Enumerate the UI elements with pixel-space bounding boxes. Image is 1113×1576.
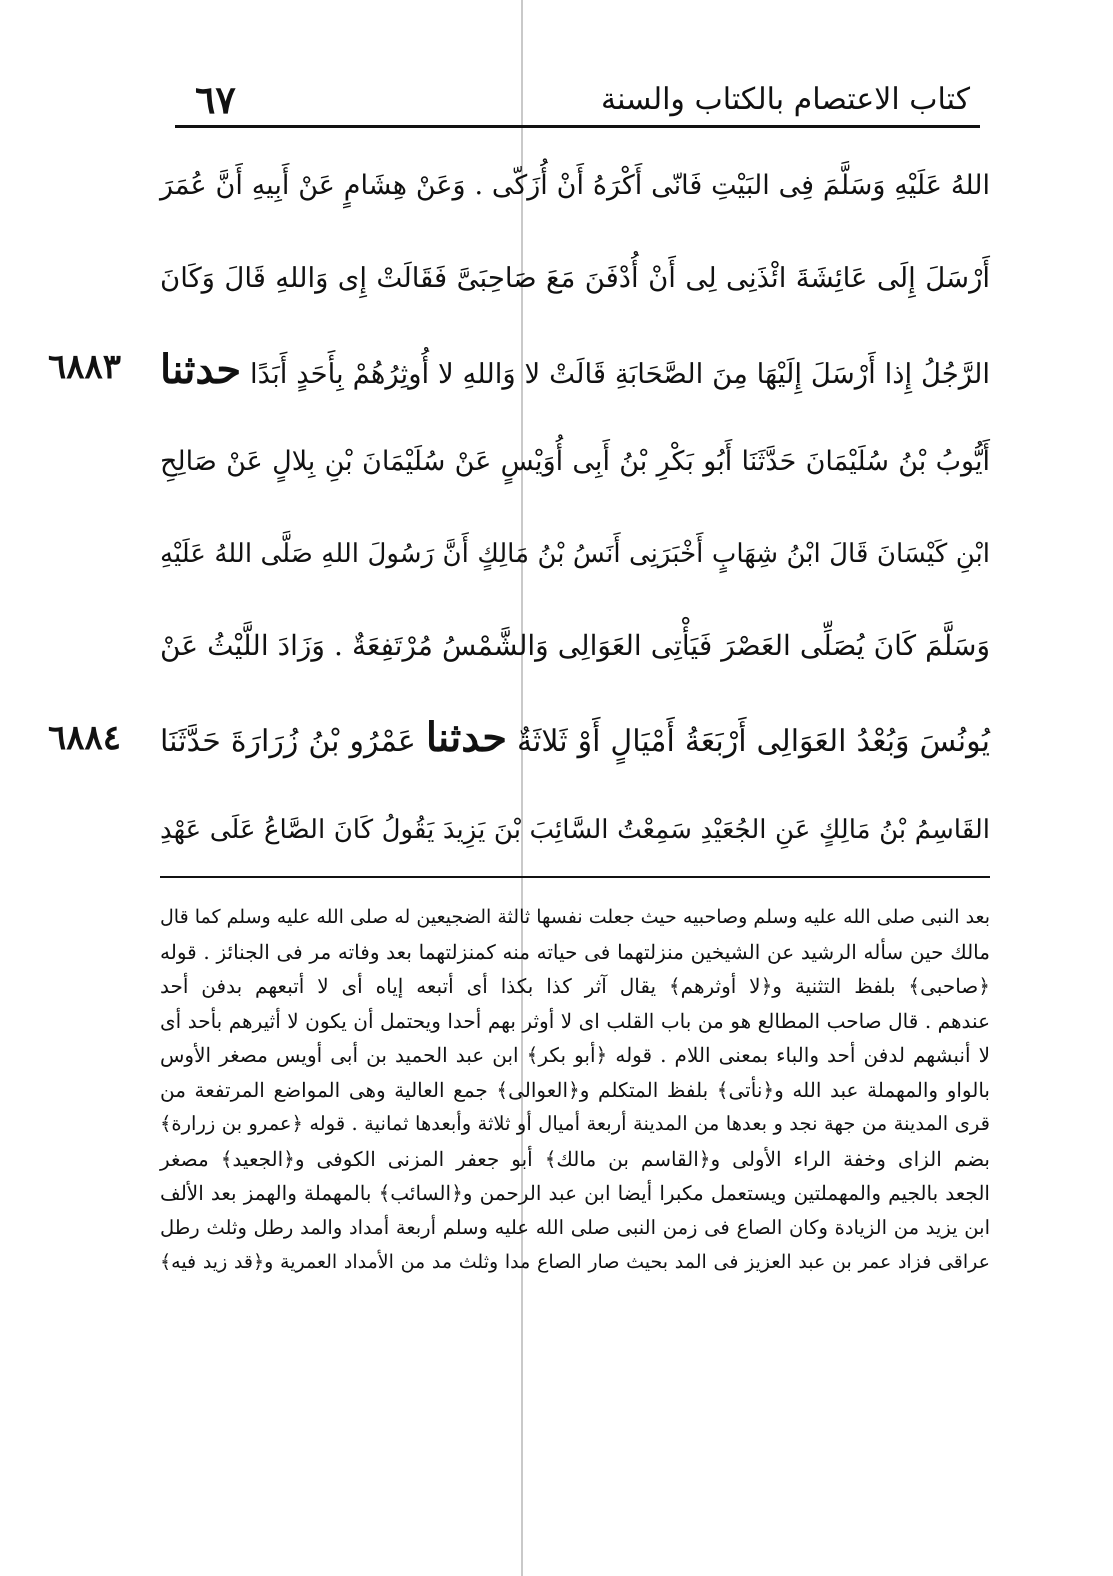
- main-text-line: ابْنِ كَيْسَانَ قَالَ ابْنُ شِهَابٍ أَخْبَرَنِى أَنَسُ بْنُ مَالِكٍ أَنَّ رَسُولَ اللهِ صَلَّى اللهُ عَلَيْهِ: [160, 539, 990, 569]
- footnote-line: مالك حين سأله الرشيد عن الشيخين منزلتهما فى حياته منه كمنزلتهما بعد وفاته مر فى الجنائز . قوله: [160, 939, 990, 964]
- footnote-line: بعد النبى صلى الله عليه وسلم وصاحبيه حيث جعلت نفسها ثالثة الضجيعين له صلى الله عليه وسلم كما قال: [160, 906, 990, 928]
- main-text-segment: الرَّجُلُ إِذا أَرْسَلَ إِلَيْهَا مِنَ الصَّحَابَةِ قَالَتْ لا وَاللهِ لا أُوثِرُهُمْ بِأَحَدٍ أَبَدًا: [250, 358, 990, 390]
- main-text: [160, 140, 990, 876]
- hadith-number: ٦٨٨٣: [48, 347, 122, 387]
- main-text-segment: يُونُسَ وَبُعْدُ العَوَالِى أَرْبَعَةُ أَمْيَالٍ أَوْ ثَلاثَةٌ: [516, 724, 990, 759]
- main-text-line: وَسَلَّمَ كَانَ يُصَلِّى العَصْرَ فَيَأْتِى العَوَالِى وَالشَّمْسُ مُرْتَفِعَةٌ . وَزَادَ اللَّيْثُ عَنْ: [160, 629, 990, 662]
- hadith-marker: حدثنا: [425, 714, 507, 761]
- main-text-line: القَاسِمُ بْنُ مَالِكٍ عَنِ الجُعَيْدِ سَمِعْتُ السَّائِبَ بْنَ يَزِيدَ يَقُولُ كَانَ الصَّاعُ عَلَى عَهْدِ: [160, 815, 990, 845]
- footnote-line: لا أنبشهم لدفن أحد والباء بمعنى اللام . قوله ﴿أبو بكر﴾ ابن عبد الحميد بن أبى أويس مصغر الأوس: [160, 1043, 990, 1067]
- footnote-line: ابن يزيد من الزيادة وكان الصاع فى زمن النبى صلى الله عليه وسلم أربعة أمداد والمد رطل وثلث رطل: [160, 1215, 990, 1239]
- footnotes: [160, 900, 990, 1280]
- footnote-line: بالواو والمهملة عبد الله و﴿نأتى﴾ بلفظ المتكلم و﴿العوالى﴾ جمع العالية وهى المواضع المرتفعة من: [160, 1077, 990, 1102]
- page-number: ٦٧: [195, 77, 236, 122]
- footnote-line: عراقى فزاد عمر بن عبد العزيز فى المد بحيث صار الصاع مدا وثلث مد من الأمداد العمرية و﴿قد زيد فيه﴾: [160, 1251, 990, 1273]
- main-text-segment: عَمْرُو بْنُ زُرَارَةَ حَدَّثَنَا: [160, 724, 416, 759]
- main-text-line: [160, 324, 990, 416]
- book-title: كتاب الاعتصام بالكتاب والسنة: [601, 82, 970, 117]
- page-header: [175, 70, 980, 122]
- footnote-rule: [160, 876, 990, 878]
- footnote-line: ﴿صاحبى﴾ بلفظ التثنية و﴿لا أوثرهم﴾ يقال آثر كذا بكذا أى أتبعه إياه أى لا أتبعهم بدفن أحد: [160, 974, 990, 998]
- main-text-line: أَرْسَلَ إِلَى عَائِشَةَ ائْذَنِى لِى أَنْ أُدْفَنَ مَعَ صَاحِبَىَّ فَقَالَتْ إِى وَاللهِ قَالَ وَكَانَ: [160, 262, 990, 294]
- header-rule: [175, 125, 980, 128]
- hadith-marker: حدثنا: [160, 346, 242, 393]
- main-text-line: أَيُّوبُ بْنُ سُلَيْمَانَ حَدَّثَنَا أَبُو بَكْرِ بْنُ أَبِى أُوَيْسٍ عَنْ سُلَيْمَانَ بْنِ بِلالٍ عَنْ صَالِحِ: [160, 446, 990, 477]
- footnote-line: قرى المدينة من جهة نجد و بعدها من المدينة أربعة أميال أو ثلاثة وأبعدها ثمانية . قوله ﴿عمرو بن زرارة﴾: [160, 1112, 990, 1135]
- hadith-number: ٦٨٨٤: [48, 718, 122, 758]
- footnote-line: عندهم . قال صاحب المطالع هو من باب القلب اى لا أوثر بهم أحدا ويحتمل أن يكون لا أثيرهم بأحد أى: [160, 1008, 990, 1033]
- main-text-line: اللهُ عَلَيْهِ وَسَلَّمَ فِى البَيْتِ فَانّى أَكْرَهُ أَنْ أُزَكّى . وَعَنْ هِشَامٍ عَنْ أَبِيهِ أَنَّ عُمَرَ: [160, 170, 990, 201]
- main-text-line: [160, 692, 990, 784]
- footnote-line: الجعد بالجيم والمهملتين ويستعمل مكبرا أيضا ابن عبد الرحمن و﴿السائب﴾ بالمهملة والهمز بعد الألف: [160, 1181, 990, 1205]
- footnote-line: بضم الزاى وخفة الراء الأولى و﴿القاسم بن مالك﴾ أبو جعفر المزنى الكوفى و﴿الجعيد﴾ مصغر: [160, 1146, 990, 1171]
